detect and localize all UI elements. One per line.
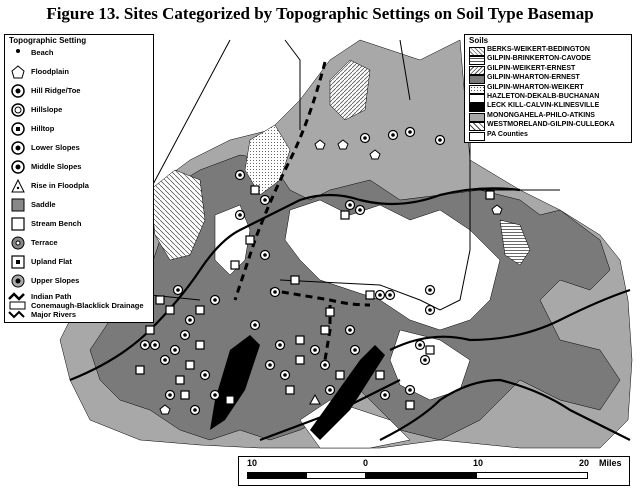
site-marker <box>196 306 204 314</box>
topographic-legend-item <box>5 310 153 319</box>
site-marker-center <box>378 293 382 297</box>
topographic-legend-label: Major Rivers <box>31 310 77 319</box>
site-marker <box>226 396 234 404</box>
topographic-legend-item <box>5 235 153 253</box>
topographic-legend-item <box>5 83 153 101</box>
site-marker-center <box>353 348 357 352</box>
topographic-legend-item <box>5 64 153 82</box>
site-marker-center <box>408 130 412 134</box>
site-marker-center <box>193 408 197 412</box>
river-line-icon <box>8 310 28 319</box>
site-marker <box>286 386 294 394</box>
topographic-legend-item <box>5 178 153 196</box>
site-marker-center <box>253 323 257 327</box>
site-marker-center <box>278 343 282 347</box>
site-marker-center <box>203 373 207 377</box>
scale-label: 0 <box>363 458 369 468</box>
site-marker-center <box>188 318 192 322</box>
site-marker <box>336 371 344 379</box>
drainage-boundary-icon <box>8 301 28 310</box>
topographic-legend-label: Hilltop <box>31 124 55 133</box>
topographic-legend-label: Hillslope <box>31 105 63 114</box>
soil-legend-label: LECK KILL-CALVIN-KLINESVILLE <box>487 102 600 110</box>
topographic-legend-heading: Topographic Setting <box>9 36 87 45</box>
thick-dashed-line-icon <box>8 292 28 301</box>
site-marker-center <box>383 393 387 397</box>
topographic-legend-item <box>5 273 153 291</box>
site-marker-center <box>176 288 180 292</box>
site-marker <box>166 306 174 314</box>
topographic-legend-label: Lower Slopes <box>31 143 80 152</box>
soil-legend-label: PA Counties <box>487 130 528 138</box>
topographic-legend-item <box>5 216 153 234</box>
site-marker <box>186 361 194 369</box>
site-marker-center <box>143 343 147 347</box>
site-marker <box>146 326 154 334</box>
topographic-legend-label: Stream Bench <box>31 219 82 228</box>
scale-segment <box>247 472 307 479</box>
topographic-legend <box>4 34 154 323</box>
topographic-legend-label: Hill Ridge/Toe <box>31 86 81 95</box>
site-marker-center <box>348 328 352 332</box>
site-marker-center <box>438 138 442 142</box>
site-marker <box>196 341 204 349</box>
site-marker <box>486 191 494 199</box>
topographic-legend-label: Rise in Floodpla <box>31 181 89 190</box>
topographic-legend-label: Saddle <box>31 200 56 209</box>
site-marker <box>341 211 349 219</box>
topographic-legend-item <box>5 140 153 158</box>
site-marker <box>246 236 254 244</box>
site-marker-center <box>408 388 412 392</box>
topographic-legend-item <box>5 121 153 139</box>
scale-bar <box>238 456 630 486</box>
site-marker-center <box>238 173 242 177</box>
gray-circle-icon <box>8 235 28 251</box>
topographic-legend-label: Upper Slopes <box>31 276 80 285</box>
topographic-legend-label: Terrace <box>31 238 58 247</box>
site-marker <box>426 346 434 354</box>
topographic-legend-label: Beach <box>31 48 54 57</box>
soil-legend-label: GILPIN-WHARTON-WEIKERT <box>487 83 584 91</box>
circle-dot-icon <box>8 140 28 156</box>
site-marker-center <box>418 343 422 347</box>
site-marker <box>251 186 259 194</box>
topographic-legend-label: Middle Slopes <box>31 162 82 171</box>
topographic-legend-item <box>5 102 153 120</box>
site-marker-center <box>348 203 352 207</box>
site-marker <box>326 308 334 316</box>
soils-legend <box>464 34 632 143</box>
topographic-legend-item <box>5 197 153 215</box>
circle-square-icon <box>8 121 28 137</box>
scale-label: Miles <box>599 458 622 468</box>
site-marker-center <box>263 198 267 202</box>
pentagon-icon <box>8 64 28 80</box>
soil-legend-label: MONONGAHELA-PHILO-ATKINS <box>487 111 595 119</box>
circle-dot-icon <box>8 159 28 175</box>
site-marker <box>366 291 374 299</box>
circle-ring-icon <box>8 102 28 118</box>
site-marker-center <box>363 136 367 140</box>
topographic-legend-label: Indian Path <box>31 292 72 301</box>
soil-legend-label: BERKS-WEIKERT-BEDINGTON <box>487 46 590 53</box>
site-marker-center <box>423 358 427 362</box>
scale-segment <box>306 472 366 479</box>
scale-label: 20 <box>579 458 590 468</box>
site-marker <box>136 366 144 374</box>
site-marker <box>156 296 164 304</box>
site-marker-center <box>153 343 157 347</box>
site-marker-center <box>283 373 287 377</box>
site-marker <box>376 371 384 379</box>
topographic-legend-item <box>5 292 153 301</box>
soil-legend-label: GILPIN-BRINKERTON-CAVODE <box>487 55 591 63</box>
site-marker <box>321 326 329 334</box>
site-marker <box>296 336 304 344</box>
site-marker-center <box>391 133 395 137</box>
soils-legend-heading: Soils <box>469 36 489 45</box>
topographic-legend-label: Floodplain <box>31 67 69 76</box>
site-marker <box>406 401 414 409</box>
scale-label: 10 <box>473 458 484 468</box>
site-marker-center <box>273 290 277 294</box>
soil-swatch <box>469 132 485 141</box>
scale-label: 10 <box>247 458 258 468</box>
square-icon <box>8 216 28 232</box>
soil-legend-label: WESTMORELAND-GILPIN-CULLEOKA <box>487 121 615 129</box>
site-marker-center <box>268 363 272 367</box>
scale-segment <box>365 472 477 479</box>
small-dot-icon <box>8 45 28 61</box>
square-dot-icon <box>8 254 28 270</box>
topographic-legend-label: Conemaugh-Blacklick Drainage <box>31 301 144 310</box>
site-marker-center <box>388 293 392 297</box>
site-marker <box>181 391 189 399</box>
topographic-legend-item <box>5 301 153 310</box>
gray-square-icon <box>8 197 28 213</box>
figure-title: Figure 13. Sites Categorized by Topographic Settings on Soil Type Basemap <box>46 4 594 23</box>
site-marker-center <box>213 393 217 397</box>
circle-dot-icon <box>8 83 28 99</box>
site-marker <box>176 376 184 384</box>
soil-legend-label: GILPIN-WEIKERT-ERNEST <box>487 64 576 72</box>
soil-legend-label: GILPIN-WHARTON-ERNEST <box>487 74 580 82</box>
soil-legend-item <box>469 131 629 141</box>
site-marker-center <box>168 393 172 397</box>
site-marker-center <box>313 348 317 352</box>
site-marker-center <box>183 333 187 337</box>
site-marker <box>231 261 239 269</box>
site-marker-center <box>328 388 332 392</box>
site-marker-center <box>358 208 362 212</box>
topographic-legend-item <box>5 254 153 272</box>
site-marker-center <box>428 288 432 292</box>
topographic-legend-item <box>5 159 153 177</box>
site-marker-center <box>173 348 177 352</box>
site-marker-center <box>213 298 217 302</box>
site-marker-center <box>323 363 327 367</box>
triangle-icon <box>8 178 28 194</box>
site-marker-center <box>163 358 167 362</box>
site-marker <box>291 276 299 284</box>
topographic-legend-item <box>5 45 153 63</box>
site-marker <box>296 356 304 364</box>
site-marker-center <box>428 308 432 312</box>
site-marker-center <box>263 253 267 257</box>
site-marker-center <box>238 213 242 217</box>
scale-segment <box>476 472 588 479</box>
gray-circle-dot-icon <box>8 273 28 289</box>
topographic-legend-label: Upland Flat <box>31 257 72 266</box>
soil-legend-label: HAZLETON-DEKALB-BUCHANAN <box>487 93 600 100</box>
